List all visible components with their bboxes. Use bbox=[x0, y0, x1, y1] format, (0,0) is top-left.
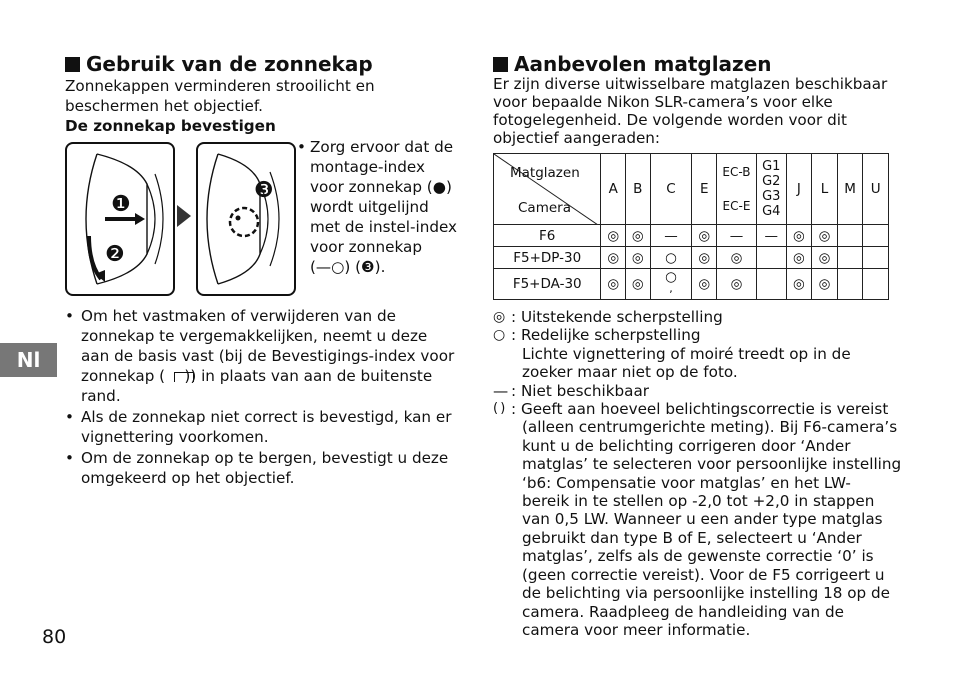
legend-acceptable-note: Lichte vignettering of moiré treedt op in de zoeker maar niet op de foto. bbox=[522, 344, 851, 382]
col-header: J bbox=[786, 154, 812, 225]
hood-drawing-2 bbox=[198, 144, 294, 294]
legend-excellent: ◎ : Uitstekende scherpstelling bbox=[493, 308, 723, 326]
col-header: L bbox=[812, 154, 838, 225]
alignment-note: • Zorg ervoor dat de montage-index voor zonnekap (●) wordt uitgelijnd met de instel-index voor zonnekap (—○) (❸). bbox=[297, 138, 458, 276]
col-header: G1 G2 G3 G4 bbox=[756, 154, 786, 225]
lens-hood-intro: Zonnekappen verminderen strooilicht en beschermen het objectief. De zonnekap bevestigen bbox=[65, 76, 465, 136]
camera-cell: F5+DP-30 bbox=[494, 247, 601, 269]
col-header: B bbox=[625, 154, 650, 225]
table-legend bbox=[493, 308, 903, 639]
camera-cell: F5+DA-30 bbox=[494, 269, 601, 300]
heading-square-icon bbox=[493, 57, 508, 72]
table-row: F5+DP-30 ◎ ◎ ○ ◎ ◎ ◎ ◎ bbox=[494, 247, 889, 269]
screen-compat-table bbox=[493, 153, 889, 300]
attach-subheading: De zonnekap bevestigen bbox=[65, 117, 276, 135]
legend-na: — : Niet beschikbaar bbox=[493, 381, 650, 400]
section-heading-lens-hood: Gebruik van de zonnekap bbox=[65, 52, 373, 76]
list-item: • Als de zonnekap niet correct is bevestigd, kan er vignettering voorkomen. bbox=[65, 407, 465, 447]
hood-base-index-icon bbox=[174, 372, 194, 382]
hood-illustration-step2 bbox=[196, 142, 296, 296]
hood-drawing-1 bbox=[67, 144, 173, 294]
col-header: C bbox=[650, 154, 692, 225]
page-number: 80 bbox=[42, 626, 67, 648]
col-header: E bbox=[692, 154, 717, 225]
col-header: U bbox=[863, 154, 889, 225]
heading-square-icon bbox=[65, 57, 80, 72]
col-header: EC-B EC-E bbox=[717, 154, 757, 225]
table-row: F5+DA-30 ◎ ◎ ○ , ◎ ◎ ◎ ◎ bbox=[494, 269, 889, 300]
callout-2: ❷ bbox=[105, 242, 125, 267]
bullet-icon: • bbox=[297, 138, 306, 156]
hood-illustration-step1 bbox=[65, 142, 175, 296]
camera-cell: F6 bbox=[494, 225, 601, 247]
legend-acceptable: ○ : Redelijke scherpstelling bbox=[493, 326, 701, 345]
table-corner-cell: Matglazen Camera bbox=[494, 154, 601, 225]
language-tab: Nl bbox=[0, 343, 57, 377]
callout-3: ❸ bbox=[254, 178, 274, 203]
hood-tips-list bbox=[65, 306, 465, 489]
screens-intro: Er zijn diverse uitwisselbare matglazen beschikbaar voor bepaalde Nikon SLR-camera’s voor elke fotogelegenheid. De volgende worden voor dit objectief aangeraden: bbox=[493, 75, 888, 147]
section-heading-screens: Aanbevolen matglazen bbox=[493, 52, 772, 76]
table-row: F6 ◎ ◎ — ◎ — — ◎ ◎ bbox=[494, 225, 889, 247]
step-arrow-icon bbox=[177, 205, 191, 227]
col-header: A bbox=[601, 154, 626, 225]
list-item: • Om het vastmaken of verwijderen van de zonnekap te vergemakkelijken, neemt u deze aan de basis vast (bij de Bevestigings-index voor zonnekap ( )) in plaats van aan de buitenste rand. bbox=[65, 306, 465, 406]
legend-paren: ( ) : Geeft aan hoeveel belichtingscorrectie is vereist (alleen centrumgerichte meting). Bij F6-camera’s kunt u de belichting corrigeren door ‘Ander matglas’ te selecteren voor persoonlijke instelling ‘b6: Compensatie voor matglas’ en het LW- bereik in te stellen op -2,0 tot +2,0 in stappen van 0,5 LW. Wanneer u een ander type matglas gebruikt dan type B of E, selecteert u ‘Ander matglas’, zelfs als de gewenste correctie ‘0’ is (geen correctie vereist). Voor de F5 corrigeert u de belichting via persoonlijke instelling 18 op de camera. Raadpleeg de handleiding van de camera voor meer informatie. bbox=[493, 400, 902, 639]
list-item: • Om de zonnekap op te bergen, bevestigt u deze omgekeerd op het objectief. bbox=[65, 448, 465, 488]
col-header: M bbox=[837, 154, 863, 225]
callout-1: ❶ bbox=[111, 192, 131, 217]
